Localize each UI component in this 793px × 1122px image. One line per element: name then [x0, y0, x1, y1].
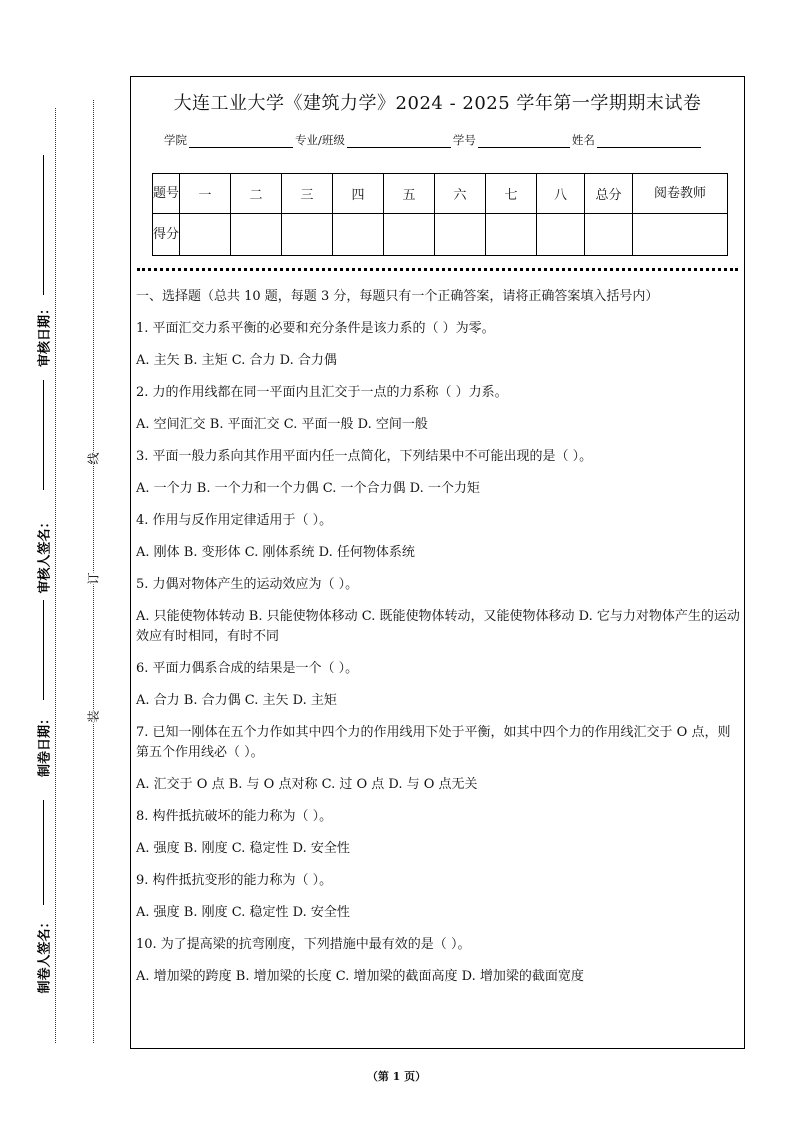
- score-cell-7[interactable]: [486, 214, 537, 256]
- question-9-options: A. 强度 B. 刚度 C. 稳定性 D. 安全性: [136, 905, 350, 920]
- maker-sign-blank: [43, 800, 44, 905]
- maker-sign-label: 制卷人签名：: [37, 915, 53, 994]
- question-1: 1. 平面汇交力系平衡的必要和充分条件是该力系的（ ）为零。: [136, 321, 495, 336]
- question-number-header: 题号: [153, 174, 180, 214]
- section-heading: 一、选择题（总共 10 题，每题 3 分，每题只有一个正确答案，请将正确答案填入括号内）: [136, 289, 659, 304]
- question-2-options: A. 空间汇交 B. 平面汇交 C. 平面一般 D. 空间一般: [136, 417, 428, 432]
- score-cell-5[interactable]: [384, 214, 435, 256]
- outer-dotted-line: [55, 108, 56, 1043]
- make-date-blank: [43, 600, 44, 700]
- question-6: 6. 平面力偶系合成的结果是一个（ ）。: [136, 661, 359, 676]
- question-2: 2. 力的作用线都在同一平面内且汇交于一点的力系称（ ）力系。: [136, 385, 508, 400]
- col-6: 六: [435, 174, 486, 214]
- separator-dotted: [137, 268, 738, 271]
- major-label: 专业/班级: [295, 133, 345, 147]
- question-4: 4. 作用与反作用定律适用于（ ）。: [136, 513, 333, 528]
- question-9: 9. 构件抵抗变形的能力称为（ ）。: [136, 873, 333, 888]
- question-10-options: A. 增加梁的跨度 B. 增加梁的长度 C. 增加梁的截面高度 D. 增加梁的截面宽度: [136, 969, 584, 984]
- col-total: 总分: [585, 174, 633, 214]
- score-label: 得分: [153, 214, 180, 256]
- name-label: 姓名: [571, 133, 595, 147]
- score-cell-1[interactable]: [180, 214, 231, 256]
- section-choice-questions: [136, 287, 740, 999]
- col-8: 八: [537, 174, 585, 214]
- col-1: 一: [180, 174, 231, 214]
- question-4-options: A. 刚体 B. 变形体 C. 刚体系统 D. 任何物体系统: [136, 545, 415, 560]
- score-cell-2[interactable]: [231, 214, 282, 256]
- col-5: 五: [384, 174, 435, 214]
- grader-cell[interactable]: [633, 214, 728, 256]
- question-7: 7. 已知一刚体在五个力作如其中四个力的作用线用下处于平衡，如其中四个力的作用线汇交于 O 点，则第五个作用线必（ ）。: [136, 725, 731, 760]
- col-2: 二: [231, 174, 282, 214]
- student-info-row: [164, 132, 703, 148]
- col-7: 七: [486, 174, 537, 214]
- question-10: 10. 为了提高梁的抗弯刚度，下列措施中最有效的是（ ）。: [136, 937, 471, 952]
- score-table: [152, 173, 728, 256]
- make-date-label: 制卷日期：: [37, 712, 53, 778]
- reviewer-sign-label: 审核人签名：: [37, 515, 53, 594]
- student-id-field[interactable]: [478, 135, 570, 148]
- question-5-options: A. 只能使物体转动 B. 只能使物体移动 C. 既能使物体转动，又能使物体移动 D. 它与力对物体产生的运动效应有时相同，有时不同: [136, 609, 740, 644]
- college-field[interactable]: [189, 135, 293, 148]
- exam-title: 大连工业大学《建筑力学》2024 - 2025 学年第一学期期末试卷: [173, 93, 702, 114]
- exam-frame: [130, 76, 745, 1049]
- major-field[interactable]: [347, 135, 451, 148]
- binding-bind-char: 装: [86, 710, 101, 723]
- question-3: 3. 平面一般力系向其作用平面内任一点简化，下列结果中不可能出现的是（ ）。: [136, 449, 593, 464]
- score-cell-4[interactable]: [333, 214, 384, 256]
- page-number: （第 1 页）: [366, 1070, 427, 1083]
- col-3: 三: [282, 174, 333, 214]
- score-table-header-row: [153, 174, 728, 214]
- name-field[interactable]: [597, 135, 701, 148]
- question-1-options: A. 主矢 B. 主矩 C. 合力 D. 合力偶: [136, 353, 337, 368]
- student-id-label: 学号: [452, 133, 476, 147]
- question-6-options: A. 合力 B. 合力偶 C. 主矢 D. 主矩: [136, 693, 337, 708]
- score-cell-6[interactable]: [435, 214, 486, 256]
- review-date-blank: [43, 155, 44, 295]
- score-cell-8[interactable]: [537, 214, 585, 256]
- review-date-label: 审核日期：: [37, 302, 53, 368]
- question-3-options: A. 一个力 B. 一个力和一个力偶 C. 一个合力偶 D. 一个力矩: [136, 481, 480, 496]
- question-8: 8. 构件抵抗破坏的能力称为（ ）。: [136, 809, 333, 824]
- question-7-options: A. 汇交于 O 点 B. 与 O 点对称 C. 过 O 点 D. 与 O 点无关: [136, 777, 478, 792]
- score-table-score-row: [153, 214, 728, 256]
- binding-line-char: 线: [86, 452, 101, 465]
- score-cell-total[interactable]: [585, 214, 633, 256]
- binding-order-char: 订: [86, 572, 101, 585]
- question-5: 5. 力偶对物体产生的运动效应为（ ）。: [136, 577, 359, 592]
- grader-header: 阅卷教师: [633, 174, 728, 214]
- college-label: 学院: [164, 133, 187, 147]
- score-cell-3[interactable]: [282, 214, 333, 256]
- question-8-options: A. 强度 B. 刚度 C. 稳定性 D. 安全性: [136, 841, 350, 856]
- reviewer-sign-blank: [43, 380, 44, 490]
- col-4: 四: [333, 174, 384, 214]
